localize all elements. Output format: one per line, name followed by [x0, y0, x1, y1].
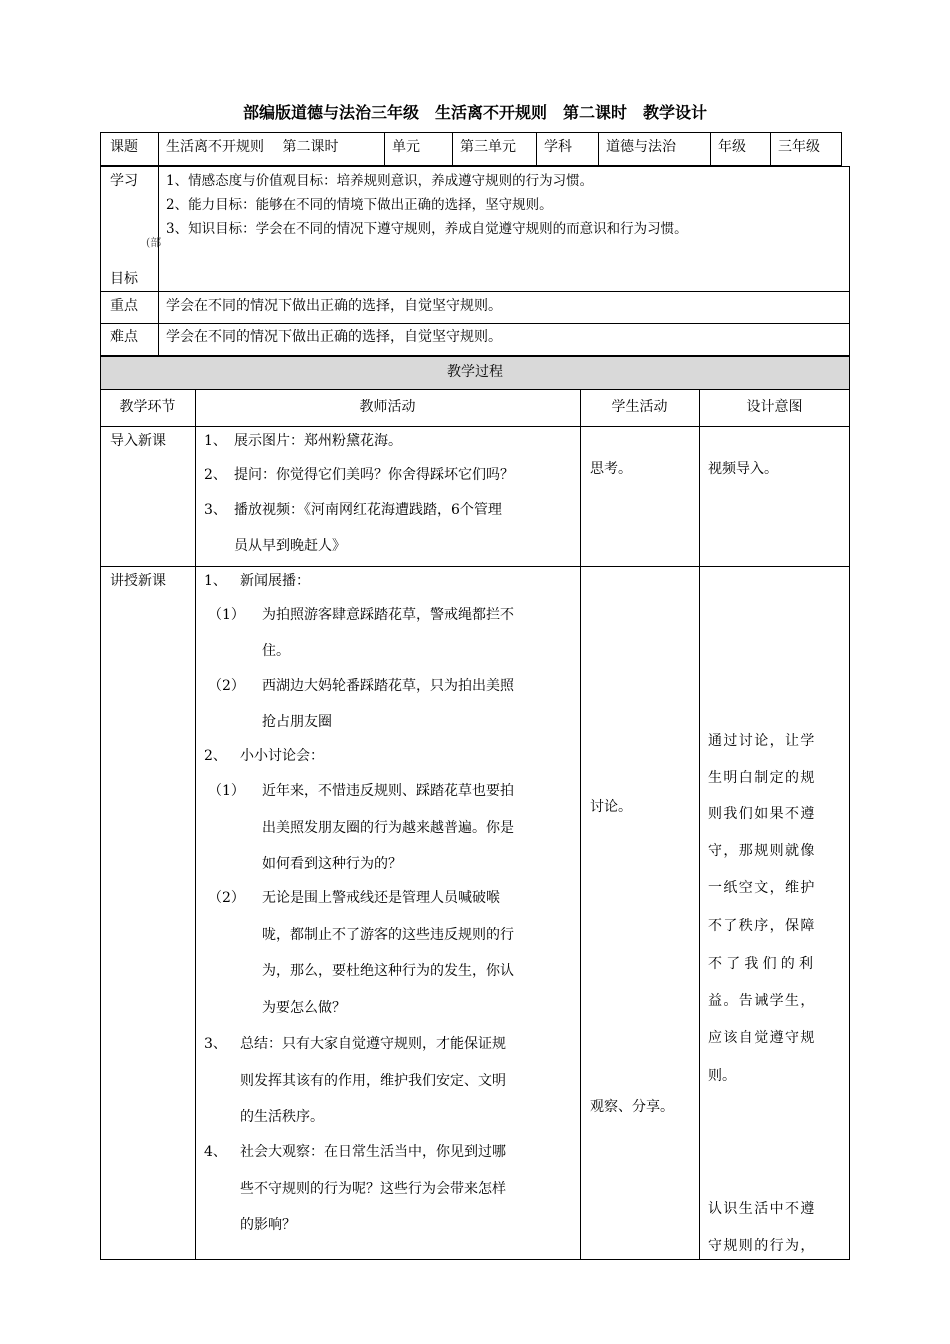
grade-value: 三年级 [778, 139, 820, 155]
difficulty-value: 学会在不同的情况下做出正确的选择，自觉坚守规则。 [166, 329, 502, 345]
design-intent-line: 则我们如果不遵 [708, 806, 816, 822]
sub-item-line: 咙，都制止不了游客的这些违反规则的行 [262, 927, 514, 943]
sub-item-line: 如何看到这种行为的？ [262, 856, 402, 872]
design-intent-line: 不了我们的利 [708, 956, 818, 972]
column-header-stage: 教学环节 [119, 399, 176, 415]
list-item-line: 则发挥其该有的作用，维护我们安定、文明 [240, 1073, 506, 1089]
design-intent-line: 生明白制定的规 [708, 770, 816, 786]
column-header-intent: 设计意图 [746, 399, 803, 415]
list-item: 小小讨论会： [240, 748, 324, 764]
stage-intro: 导入新课 [110, 433, 166, 449]
grade-label: 年级 [718, 139, 746, 155]
student-activity-observe: 观察、分享。 [590, 1099, 674, 1115]
topic-value: 生活离不开规则 第二课时 [166, 139, 339, 155]
design-intent-line: 应该自觉遵守规 [708, 1030, 816, 1046]
sub-number: （2） [208, 890, 245, 906]
design-intent-line: 则。 [708, 1068, 736, 1084]
difficulty-label: 难点 [110, 329, 138, 345]
objectives-label-bottom: 目标 [110, 271, 138, 287]
objective-item: 2、能力目标：能够在不同的情境下做出正确的选择，坚守规则。 [166, 197, 553, 213]
design-intent-line: 守规则的行为， [708, 1238, 816, 1254]
list-item: 播放视频：《河南网红花海遭践踏，6个管理 [234, 502, 502, 518]
key-point-value: 学会在不同的情况下做出正确的选择，自觉坚守规则。 [166, 298, 502, 314]
design-intent-line: 认识生活中不遵 [708, 1201, 816, 1217]
sub-item-line: 出美照发朋友圈的行为越来越普遍。你是 [262, 820, 514, 836]
list-item-cont: 员从早到晚赶人》 [234, 538, 346, 554]
design-intent-line: 守，那规则就像 [708, 843, 816, 859]
design-intent-line: 一纸空文，维护 [708, 880, 816, 896]
sub-number: （1） [208, 783, 245, 799]
subject-label: 学科 [544, 139, 572, 155]
design-intent-line: 通过讨论，让学 [708, 733, 816, 749]
sub-item-line: 为，那么，要杜绝这种行为的发生，你认 [262, 963, 514, 979]
objective-item: 3、知识目标：学会在不同的情况下遵守规则，养成自觉遵守规则的而意识和行为习惯。 [166, 221, 688, 237]
list-number: 2、 [204, 467, 227, 483]
sub-item-line: 无论是围上警戒线还是管理人员喊破喉 [262, 890, 500, 906]
list-number: 4、 [204, 1144, 227, 1160]
list-item-line: 总结：只有大家自觉遵守规则，才能保证规 [240, 1036, 506, 1052]
column-header-teacher: 教师活动 [359, 399, 416, 415]
objectives-label-mid: (部 [146, 236, 162, 249]
topic-label: 课题 [110, 139, 138, 155]
sub-number: （1） [208, 607, 245, 623]
unit-label: 单元 [392, 139, 420, 155]
list-item-line: 社会大观察：在日常生活当中，你见到过哪 [240, 1144, 506, 1160]
list-number: 3、 [204, 502, 227, 518]
list-number: 3、 [204, 1036, 227, 1052]
list-item-line: 的影响？ [240, 1217, 296, 1233]
sub-item-line: 为拍照游客肆意踩踏花草，警戒绳都拦不 [262, 607, 514, 623]
subject-value: 道德与法治 [606, 139, 676, 155]
list-item: 展示图片：郑州粉黛花海。 [234, 433, 402, 449]
process-heading: 教学过程 [447, 364, 503, 380]
unit-value: 第三单元 [460, 139, 516, 155]
stage-lesson: 讲授新课 [110, 573, 166, 589]
sub-item-line: 西湖边大妈轮番踩踏花草，只为拍出美照 [262, 678, 514, 694]
objectives-label-top: 学习 [110, 173, 138, 189]
design-intent-line: 益。告诫学生， [708, 993, 816, 1009]
objective-item: 1、情感态度与价值观目标：培养规则意识，养成遵守规则的行为习惯。 [166, 173, 594, 189]
document-title: 部编版道德与法治三年级 生活离不开规则 第二课时 教学设计 [242, 103, 707, 122]
sub-item-line: 住。 [262, 643, 290, 659]
student-activity-discuss: 讨论。 [590, 799, 632, 815]
list-item: 提问：你觉得它们美吗？你舍得踩坏它们吗？ [234, 467, 514, 483]
sub-item-line: 抢占朋友圈 [262, 714, 332, 730]
list-item: 新闻展播： [240, 573, 310, 589]
list-number: 2、 [204, 748, 227, 764]
sub-item-line: 近年来，不惜违反规则、踩踏花草也要拍 [262, 783, 514, 799]
list-item-line: 些不守规则的行为呢？这些行为会带来怎样 [240, 1181, 506, 1197]
design-intent-line: 不了秩序，保障 [708, 918, 816, 934]
sub-item-line: 为要怎么做？ [262, 1000, 346, 1016]
list-item-line: 的生活秩序。 [240, 1109, 324, 1125]
student-activity-intro: 思考。 [590, 461, 632, 477]
column-header-student: 学生活动 [611, 399, 668, 415]
key-point-label: 重点 [110, 298, 138, 314]
list-number: 1、 [204, 433, 227, 449]
design-intent-intro: 视频导入。 [708, 461, 778, 477]
list-number: 1、 [204, 573, 227, 589]
sub-number: （2） [208, 678, 245, 694]
